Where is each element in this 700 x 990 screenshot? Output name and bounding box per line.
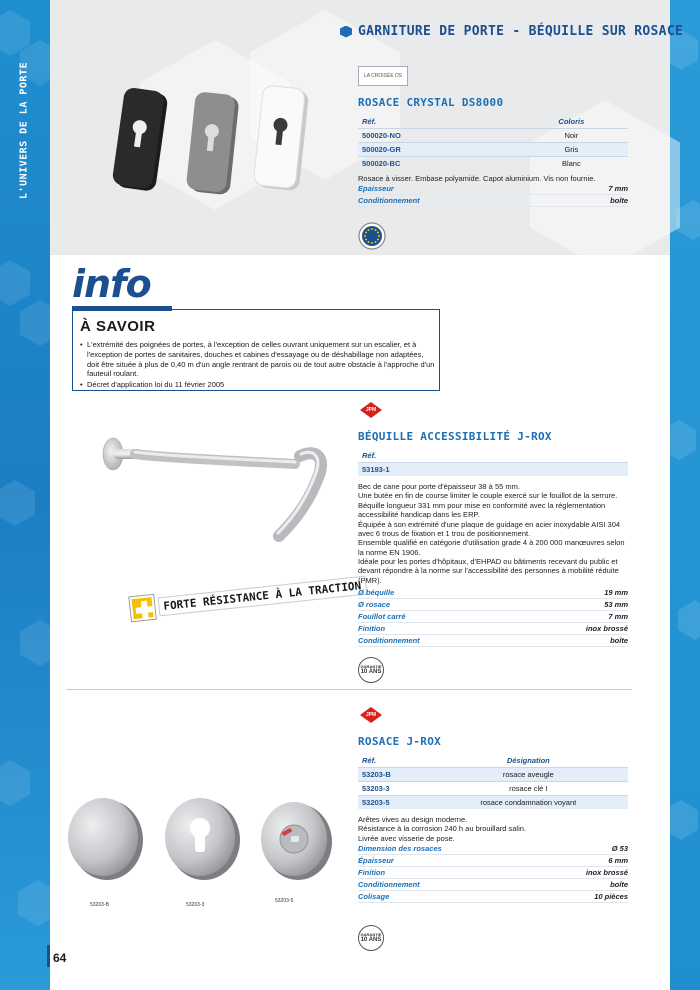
crystal-product-block (358, 96, 628, 207)
product-description: Arêtes vives au design moderne. Résistance à la corrosion 240 h au brouillard salin. Livrée avec visserie de pose. (358, 815, 527, 843)
la-croisee-logo: LA CROISÉE DS (358, 66, 408, 86)
warranty-badge: GARANTIE 10 ANS (358, 925, 384, 951)
image-caption: 53203-B (90, 902, 109, 908)
attribute-row: Epaisseur 7 mm (358, 184, 628, 194)
page-number: 64 (53, 951, 67, 965)
attribute-row: Fouillot carré 7 mm (358, 612, 628, 622)
plus-icon (129, 595, 155, 621)
table-row: 500020-BC Blanc (358, 157, 628, 171)
rosace-black (111, 87, 168, 192)
info-title: info (72, 262, 151, 306)
crystal-spec-table (358, 115, 628, 170)
attribute-row: Dimension des rosaces Ø 53 (358, 844, 628, 854)
attribute-row: Colisage 10 pièces (358, 892, 628, 902)
eu-stars-icon (358, 222, 386, 250)
attribute-row: Finition inox brossé (358, 624, 628, 634)
attribute-row: Ø rosace 53 mm (358, 600, 628, 610)
column-header: Coloris (558, 117, 585, 126)
side-section-label: L'UNIVERS DE LA PORTE (18, 62, 30, 199)
list-item: • Décret d'application loi du 11 février 2005 (80, 380, 435, 390)
jrox-handle-block (358, 402, 628, 683)
jrox-rosace-spec-table (358, 754, 628, 809)
image-caption: 53203-5 (275, 898, 294, 904)
attribute-row: Conditionnement boîte (358, 196, 628, 206)
column-header: Désignation (506, 756, 550, 765)
info-heading: À SAVOIR (80, 318, 156, 335)
product-title: ROSACE J-ROX (358, 735, 442, 748)
attribute-row: Finition inox brossé (358, 868, 628, 878)
product-description: Rosace à visser. Embase polyamide. Capot aluminium. Vis non fournie. (358, 174, 596, 183)
jrox-rosace-block (358, 707, 628, 951)
info-list (80, 340, 435, 391)
table-row: 53203-5 rosace condamnation voyant (358, 796, 628, 810)
table-row: 500020-GR Gris (358, 143, 628, 157)
page-title: GARNITURE DE PORTE - BÉQUILLE SUR ROSACE (340, 24, 683, 39)
attribute-row: Épaisseur 6 mm (358, 856, 628, 866)
rosace-indicator (261, 802, 332, 880)
list-item: • L'extrémité des poignées de portes, à l'exception de celles ouvrant uniquement sur un escalier, et à l'exception de portes de sanitaires, douches et cabines d'essayage ou de déshabillage non adaptées, doit être située à plus de 0,40 m d'un angle rentrant de parois ou de tout autre obstacle à l'approche d'un fauteuil roulant. (80, 340, 435, 379)
column-header: Réf. (362, 117, 377, 126)
crystal-rosaces-image (110, 80, 320, 210)
table-row: 53193-1 (358, 463, 628, 477)
rosace-grey (186, 91, 240, 195)
table-row: 500020-NO Noir (358, 129, 628, 143)
rosace-blind (68, 798, 143, 880)
rosace-white (253, 85, 309, 191)
hexagon-bullet-icon (340, 26, 352, 38)
rosace-key (165, 798, 240, 880)
jpm-logo: JPM (358, 402, 384, 418)
traction-resistance-badge: FORTE RÉSISTANCE À LA TRACTION (129, 573, 367, 622)
jrox-rosaces-image (65, 792, 335, 902)
jpm-logo: JPM (358, 707, 384, 723)
table-row: 53203-3 rosace clé I (358, 782, 628, 796)
warranty-badge: GARANTIE 10 ANS (358, 657, 384, 683)
jrox-handle-image (95, 420, 335, 560)
column-header: Réf. (362, 756, 377, 765)
jrox-handle-spec-table (358, 449, 628, 476)
table-row: 53203-B rosace aveugle (358, 768, 628, 782)
attribute-list (358, 587, 628, 647)
attribute-row: Conditionnement boîte (358, 636, 628, 646)
product-description: Bec de cane pour porte d'épaisseur 38 à 55 mm. Une butée en fin de course limiter le couple exercé sur le fouillot de la serrure. Béquille longueur 331 mm pour mise en conformité avec la réglementation accessibilité handicap dans les ERP. Équipée à son extrémité d'une plaque de guidage en acier inoxydable AISI 304 avec 6 trous de fixation et 1 trou de positionnement. Ensemble qualifié en catégorie d'utilisation grade 4 à 200 000 manœuvres selon la norme EN 1906. Idéale pour les portes d'hôpitaux, d'EHPAD ou bâtiments recevant du public et devant répondre à la norme sur l'accessibilité des personnes à mobilité réduite (PMR). (358, 482, 625, 585)
attribute-row: Ø béquille 19 mm (358, 588, 628, 598)
page-number-bar (47, 945, 50, 967)
product-title: BÉQUILLE ACCESSIBILITÉ J-ROX (358, 430, 552, 443)
column-header: Réf. (362, 451, 377, 460)
product-title: ROSACE CRYSTAL DS8000 (358, 96, 504, 109)
attribute-list (358, 843, 628, 903)
attribute-row: Conditionnement boîte (358, 880, 628, 890)
section-divider (66, 689, 632, 690)
image-caption: 53203-3 (186, 902, 205, 908)
